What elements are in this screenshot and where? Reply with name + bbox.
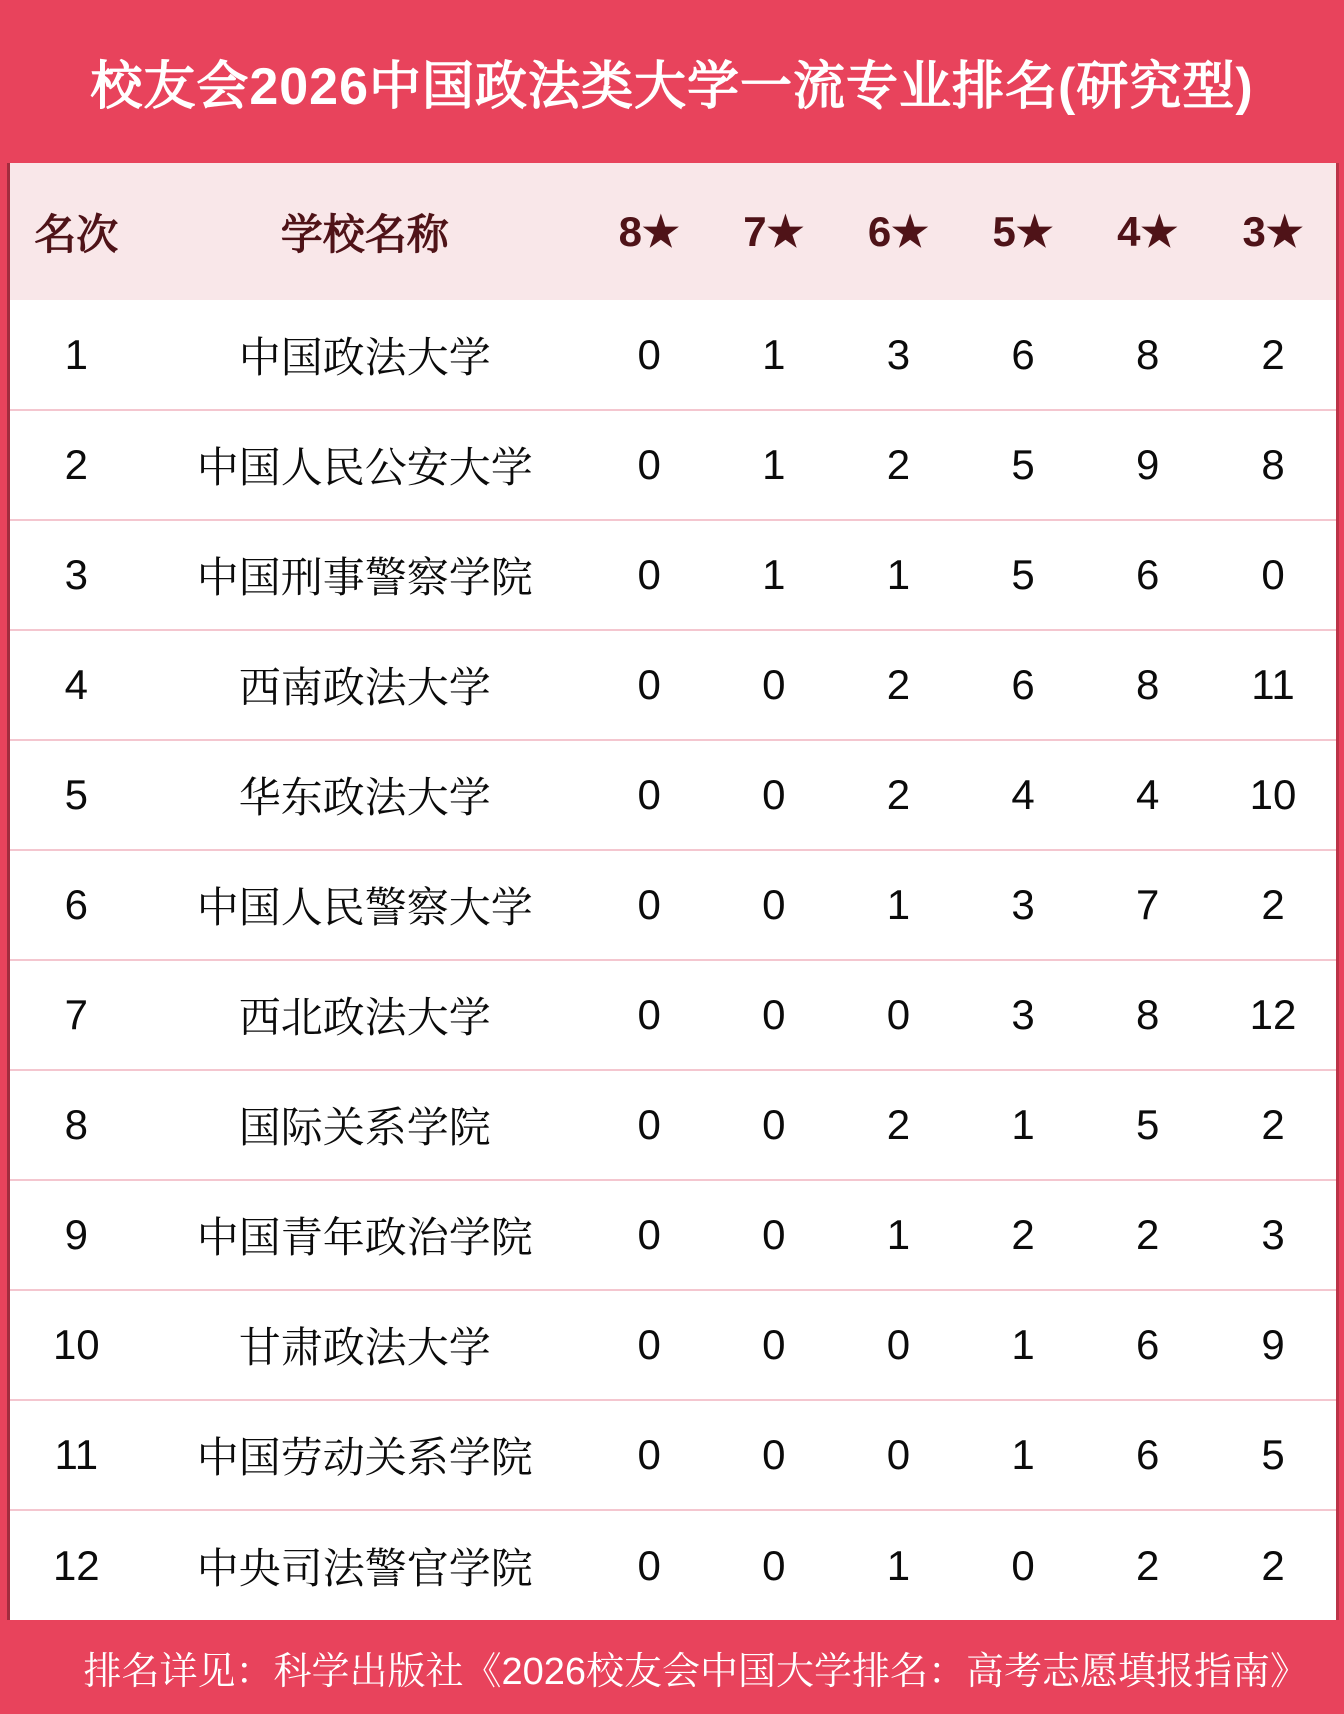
- star-count-cell: 0: [836, 1290, 961, 1400]
- star-count-cell: 0: [587, 630, 712, 740]
- star-count-cell: 0: [711, 1290, 836, 1400]
- star-count-cell: 5: [1085, 1070, 1210, 1180]
- star-count-cell: 8: [1085, 960, 1210, 1070]
- star-count-cell: 6: [1011, 330, 1035, 378]
- star-count-cell: 2: [1085, 1180, 1210, 1290]
- star-count-cell: 0: [637, 330, 661, 378]
- school-name-cell: 中国政法大学: [238, 333, 491, 381]
- star-count-cell: 11: [1210, 630, 1336, 740]
- star-count-cell: 9: [1085, 410, 1210, 520]
- ranking-table: [10, 163, 1336, 1620]
- star-count-cell: 0: [587, 1510, 712, 1620]
- star-count-cell: 1: [836, 520, 961, 630]
- star-count-cell: 3: [961, 960, 1086, 1070]
- star-count-cell: 5: [961, 520, 1086, 630]
- star-count-cell: 0: [711, 1400, 836, 1510]
- star-count-cell: 1: [836, 850, 961, 960]
- rank-cell: 3: [10, 520, 143, 630]
- star-count-cell: 2: [836, 1070, 961, 1180]
- rank-column-header: 名次: [34, 210, 119, 258]
- star-count-cell: 2: [1210, 850, 1336, 960]
- star-count-cell: 1: [961, 1290, 1086, 1400]
- title-bar: [0, 0, 1344, 163]
- star-count-cell: 6: [1085, 1290, 1210, 1400]
- table-row: [10, 740, 1336, 850]
- star-count-cell: 0: [1210, 520, 1336, 630]
- star-count-cell: 2: [1261, 330, 1285, 378]
- star-count-cell: 0: [587, 850, 712, 960]
- star-count-cell: 0: [587, 410, 712, 520]
- star-count-cell: 9: [1210, 1290, 1336, 1400]
- star-count-cell: 0: [961, 1510, 1086, 1620]
- star-count-cell: 3: [1210, 1180, 1336, 1290]
- table-row: [10, 300, 1336, 410]
- footer-note: 排名详见：科学出版社《2026校友会中国大学排名：高考志愿填报指南》: [83, 1650, 1308, 1693]
- rank-cell: 1: [64, 330, 88, 378]
- star-count-cell: 3: [961, 850, 1086, 960]
- star-count-cell: 1: [762, 330, 786, 378]
- star-count-cell: 6: [1085, 1400, 1210, 1510]
- school-name-cell: 甘肃政法大学: [143, 1290, 587, 1400]
- table-row: [10, 1290, 1336, 1400]
- star-column-header: 4★: [1117, 208, 1179, 255]
- star-count-cell: 12: [1210, 960, 1336, 1070]
- star-column-header: 3★: [1242, 208, 1304, 255]
- star-count-cell: 0: [587, 1400, 712, 1510]
- star-count-cell: 0: [711, 1070, 836, 1180]
- star-count-cell: 2: [836, 740, 961, 850]
- rank-cell: 10: [10, 1290, 143, 1400]
- star-column-header: 5★: [992, 208, 1054, 255]
- star-count-cell: 1: [961, 1070, 1086, 1180]
- rank-cell: 2: [10, 410, 143, 520]
- star-count-cell: 6: [961, 630, 1086, 740]
- star-column-header: 6★: [867, 208, 929, 255]
- school-column-header: 学校名称: [280, 210, 449, 258]
- school-name-cell: 中国刑事警察学院: [143, 520, 587, 630]
- star-count-cell: 5: [1210, 1400, 1336, 1510]
- rank-cell: 6: [10, 850, 143, 960]
- star-count-cell: 6: [1085, 520, 1210, 630]
- table-header: [10, 163, 1336, 300]
- star-count-cell: 7: [1085, 850, 1210, 960]
- star-count-cell: 0: [587, 960, 712, 1070]
- star-count-cell: 0: [587, 740, 712, 850]
- school-name-cell: 国际关系学院: [143, 1070, 587, 1180]
- star-count-cell: 0: [587, 1070, 712, 1180]
- star-count-cell: 10: [1210, 740, 1336, 850]
- star-count-cell: 2: [1085, 1510, 1210, 1620]
- star-count-cell: 3: [886, 330, 911, 378]
- school-name-cell: 中国人民公安大学: [143, 410, 587, 520]
- star-count-cell: 0: [587, 1180, 712, 1290]
- star-count-cell: 1: [711, 410, 836, 520]
- star-count-cell: 0: [711, 1510, 836, 1620]
- rank-cell: 7: [10, 960, 143, 1070]
- school-name-cell: 中国劳动关系学院: [143, 1400, 587, 1510]
- table-row: [10, 630, 1336, 740]
- ranking-table-panel: [10, 163, 1336, 1620]
- star-count-cell: 0: [711, 740, 836, 850]
- star-count-cell: 5: [961, 410, 1086, 520]
- school-name-cell: 华东政法大学: [143, 740, 587, 850]
- rank-cell: 5: [10, 740, 143, 850]
- star-count-cell: 2: [836, 630, 961, 740]
- star-count-cell: 0: [587, 520, 712, 630]
- star-column-header: 8★: [618, 208, 680, 255]
- star-count-cell: 2: [1210, 1510, 1336, 1620]
- school-name-cell: 中央司法警官学院: [143, 1510, 587, 1620]
- rank-cell: 4: [10, 630, 143, 740]
- footer-bar: [0, 1620, 1344, 1714]
- table-row: [10, 1400, 1336, 1510]
- header-row: [10, 163, 1336, 300]
- star-count-cell: 2: [1210, 1070, 1336, 1180]
- table-row: [10, 1510, 1336, 1620]
- star-count-cell: 0: [711, 960, 836, 1070]
- star-count-cell: 1: [961, 1400, 1086, 1510]
- star-count-cell: 0: [711, 850, 836, 960]
- star-column-header: 7★: [743, 208, 805, 255]
- star-count-cell: 0: [587, 1290, 712, 1400]
- star-count-cell: 0: [836, 960, 961, 1070]
- page-title: 校友会2026中国政法类大学一流专业排名(研究型): [90, 58, 1254, 116]
- star-count-cell: 0: [711, 1180, 836, 1290]
- star-count-cell: 8: [1210, 410, 1336, 520]
- table-row: [10, 520, 1336, 630]
- table-row: [10, 410, 1336, 520]
- table-body: [10, 300, 1336, 1620]
- table-row: [10, 960, 1336, 1070]
- star-count-cell: 8: [1085, 630, 1210, 740]
- star-count-cell: 4: [1085, 740, 1210, 850]
- rank-cell: 12: [10, 1510, 143, 1620]
- star-count-cell: 1: [836, 1510, 961, 1620]
- rank-cell: 11: [10, 1400, 143, 1510]
- star-count-cell: 8: [1136, 330, 1160, 378]
- star-count-cell: 4: [961, 740, 1086, 850]
- school-name-cell: 中国青年政治学院: [143, 1180, 587, 1290]
- table-row: [10, 850, 1336, 960]
- star-count-cell: 2: [836, 410, 961, 520]
- star-count-cell: 2: [961, 1180, 1086, 1290]
- school-name-cell: 中国人民警察大学: [143, 850, 587, 960]
- star-count-cell: 1: [711, 520, 836, 630]
- school-name-cell: 西北政法大学: [143, 960, 587, 1070]
- rank-cell: 9: [10, 1180, 143, 1290]
- star-count-cell: 1: [836, 1180, 961, 1290]
- star-count-cell: 0: [711, 630, 836, 740]
- table-row: [10, 1070, 1336, 1180]
- star-count-cell: 0: [836, 1400, 961, 1510]
- table-row: [10, 1180, 1336, 1290]
- rank-cell: 8: [10, 1070, 143, 1180]
- school-name-cell: 西南政法大学: [143, 630, 587, 740]
